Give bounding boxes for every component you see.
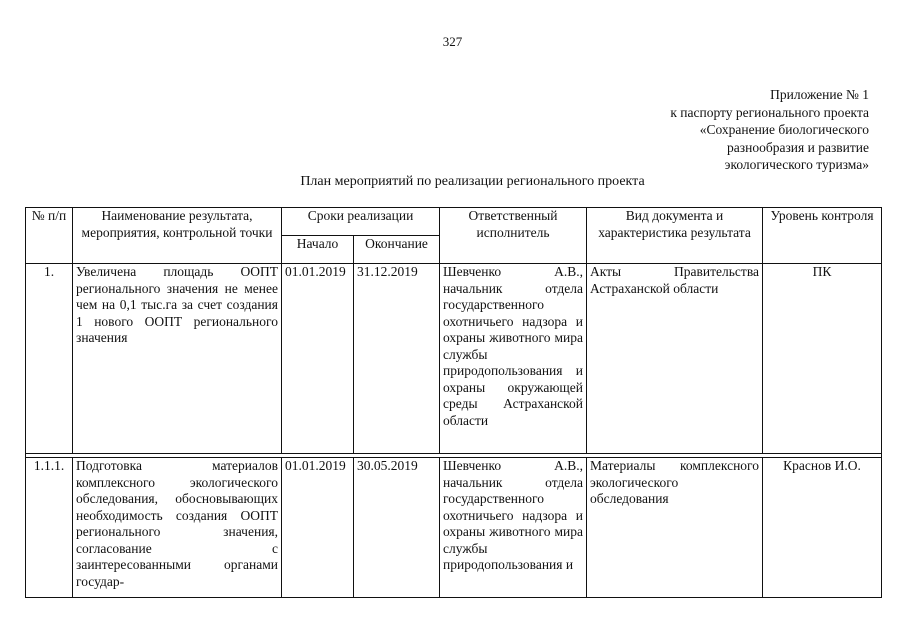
appendix-line: Приложение № 1 <box>770 87 869 102</box>
page-number: 327 <box>442 34 463 49</box>
appendix-line: разнообразия и развитие <box>727 139 869 155</box>
appendix-line: экологического туризма» <box>724 157 869 172</box>
appendix-block <box>670 86 869 174</box>
cell-control: ПК <box>763 264 882 454</box>
header-name: Наименование результата, мероприятия, контрольной точки <box>73 208 282 264</box>
plan-table <box>25 207 882 598</box>
header-num: № п/п <box>26 208 73 264</box>
cell-control: Краснов И.О. <box>763 458 882 598</box>
cell-doc: Акты Правительства Астраханской области <box>587 264 763 454</box>
cell-start: 01.01.2019 <box>282 264 354 454</box>
header-doc: Вид документа и характеристика результата <box>587 208 763 264</box>
cell-responsible: Шевченко А.В., начальник отдела государственного охотничьего надзора и охраны животного мира службы природопользования и охраны окружающей среды Астраханской области <box>440 264 587 454</box>
header-start: Начало <box>282 236 354 264</box>
header-responsible: Ответственный исполнитель <box>440 208 587 264</box>
cell-name: Увеличена площадь ООПТ регионального значения не менее чем на 0,1 тыс.га за счет создания 1 нового ООПТ регионального значения <box>73 264 282 454</box>
cell-doc: Материалы комплексного экологического обследования <box>587 458 763 598</box>
cell-end: 30.05.2019 <box>354 458 440 598</box>
appendix-line: к паспорту регионального проекта <box>670 104 869 120</box>
cell-responsible: Шевченко А.В., начальник отдела государственного охотничьего надзора и охраны животного мира службы природопользования и <box>440 458 587 598</box>
appendix-line: «Сохранение биологического <box>699 122 869 137</box>
table-row <box>26 264 882 454</box>
table-header-row <box>26 208 882 236</box>
cell-start: 01.01.2019 <box>282 458 354 598</box>
cell-name: Подготовка материалов комплексного экологического обследования, обосновывающих необходимость создания ООПТ регионального значения, согласование с заинтересованными органами государ- <box>73 458 282 598</box>
header-terms: Сроки реализации <box>282 208 440 236</box>
cell-end: 31.12.2019 <box>354 264 440 454</box>
table-row <box>26 458 882 598</box>
header-end: Окончание <box>354 236 440 264</box>
plan-title: План мероприятий по реализации регионального проекта <box>300 174 645 189</box>
cell-num: 1.1.1. <box>26 458 73 598</box>
cell-num: 1. <box>26 264 73 454</box>
header-control: Уровень контроля <box>763 208 882 264</box>
